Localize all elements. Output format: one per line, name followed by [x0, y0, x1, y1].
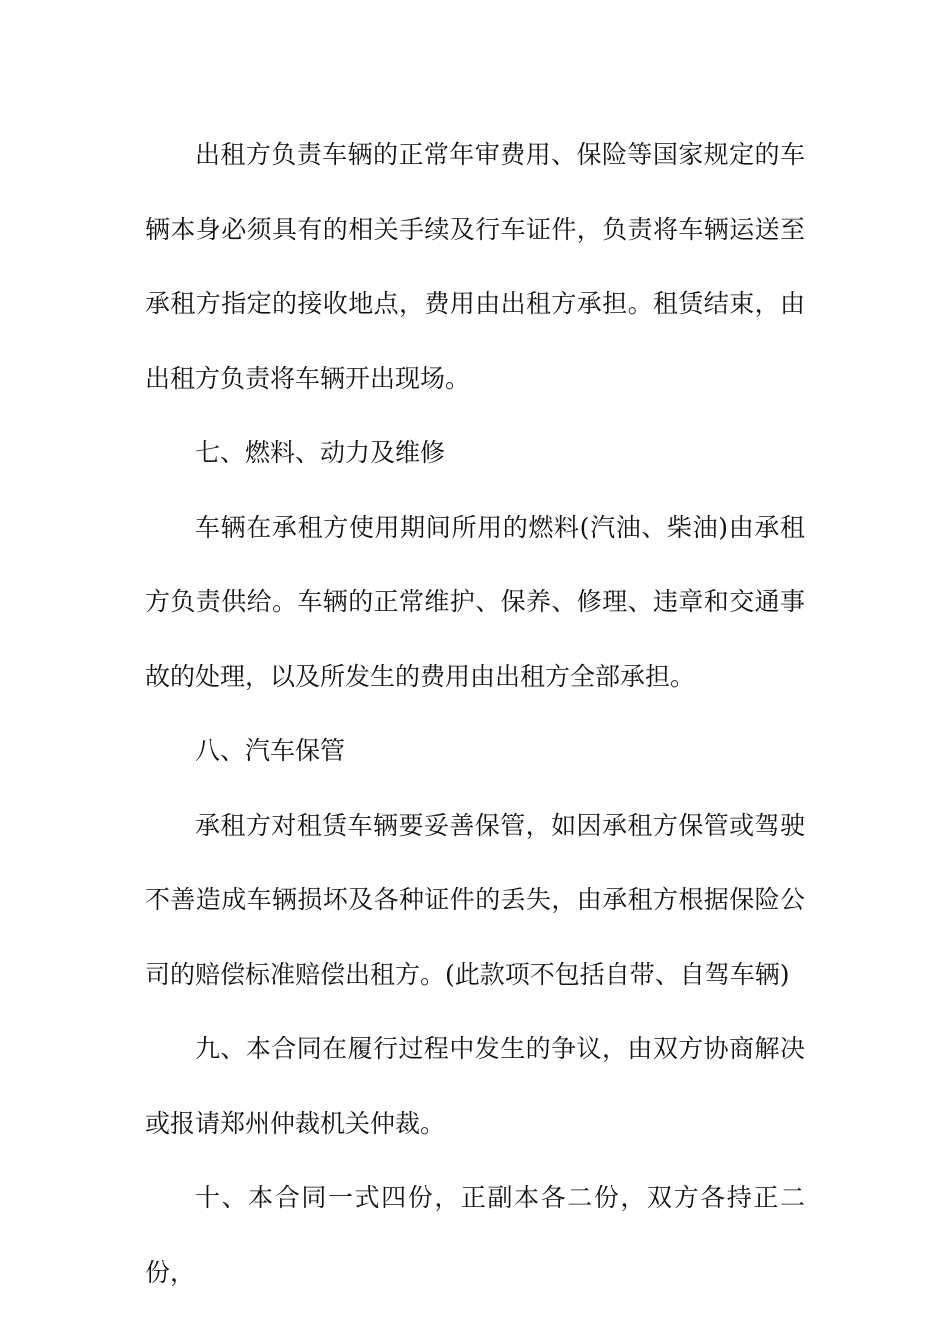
paragraph-fuel-maintenance: 车辆在承租方使用期间所用的燃料(汽油、柴油)由承租方负责供给。车辆的正常维护、保养、修理、违章和交通事故的处理，以及所发生的费用由出租方全部承担。	[145, 512, 805, 691]
paragraph-dispute-resolution: 九、本合同在履行过程中发生的争议，由双方协商解决或报请郑州仲裁机关仲裁。	[145, 1034, 805, 1138]
section-heading-vehicle-custody: 八、汽车保管	[195, 736, 346, 765]
paragraph-contract-copies: 十、本合同一式四份，正副本各二份，双方各持正二份，	[145, 1183, 805, 1287]
section-heading-fuel-maintenance: 七、燃料、动力及维修	[195, 438, 446, 467]
document-body	[145, 118, 805, 1310]
paragraph-vehicle-responsibility: 出租方负责车辆的正常年审费用、保险等国家规定的车辆本身必须具有的相关手续及行车证件，负责将车辆运送至承租方指定的接收地点，费用由出租方承担。租赁结束，由出租方负责将车辆开出现场。	[145, 140, 805, 393]
paragraph-vehicle-custody: 承租方对租赁车辆要妥善保管，如因承租方保管或驾驶不善造成车辆损坏及各种证件的丢失，由承租方根据保险公司的赔偿标准赔偿出租方。(此款项不包括自带、自驾车辆)	[145, 810, 805, 989]
